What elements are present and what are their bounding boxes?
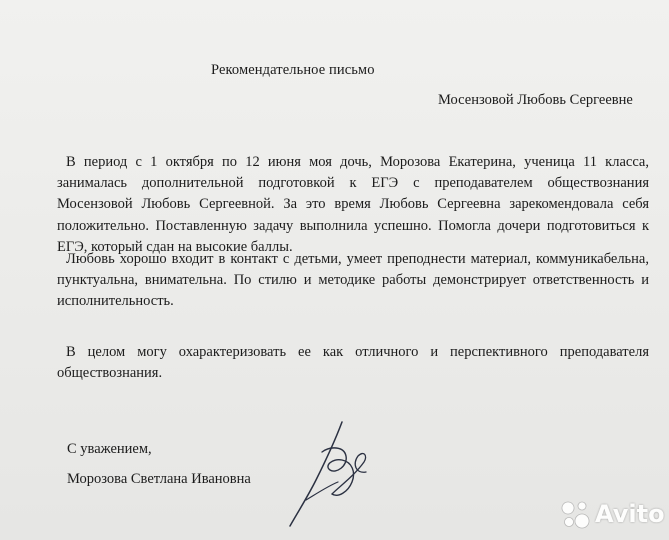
avito-watermark-text: Avito	[595, 500, 665, 528]
letter-closing: С уважением,	[67, 441, 152, 457]
handwritten-signature	[282, 416, 382, 534]
avito-watermark	[558, 494, 666, 534]
signer-name: Морозова Светлана Ивановна	[67, 471, 251, 487]
letter-paragraph: В целом могу охарактеризовать ее как отличного и перспективного преподавателя обществознания.	[57, 344, 649, 382]
avito-dots-icon	[558, 497, 592, 531]
letter-addressee: Мосензовой Любовь Сергеевне	[438, 92, 633, 108]
letter-paragraph: Любовь хорошо входит в контакт с детьми, умеет преподнести материал, коммуникабельна, пунктуальна, внимательна. По стилю и методике работы демонстрирует ответственность и исполнительность.	[57, 251, 649, 310]
letter-title: Рекомендательное письмо	[211, 62, 375, 78]
letter-paragraph: В период с 1 октября по 12 июня моя дочь, Морозова Екатерина, ученица 11 класса, занималась дополнительной подготовкой к ЕГЭ с преподавателем обществознания Мосензовой Любовь Сергеевной. За это время Любовь Сергеевна зарекомендовала себя положительно. Поставленную задачу выполнила успешно. Помогла дочери подготовиться к ЕГЭ, который сдан на высокие баллы.	[57, 154, 649, 255]
